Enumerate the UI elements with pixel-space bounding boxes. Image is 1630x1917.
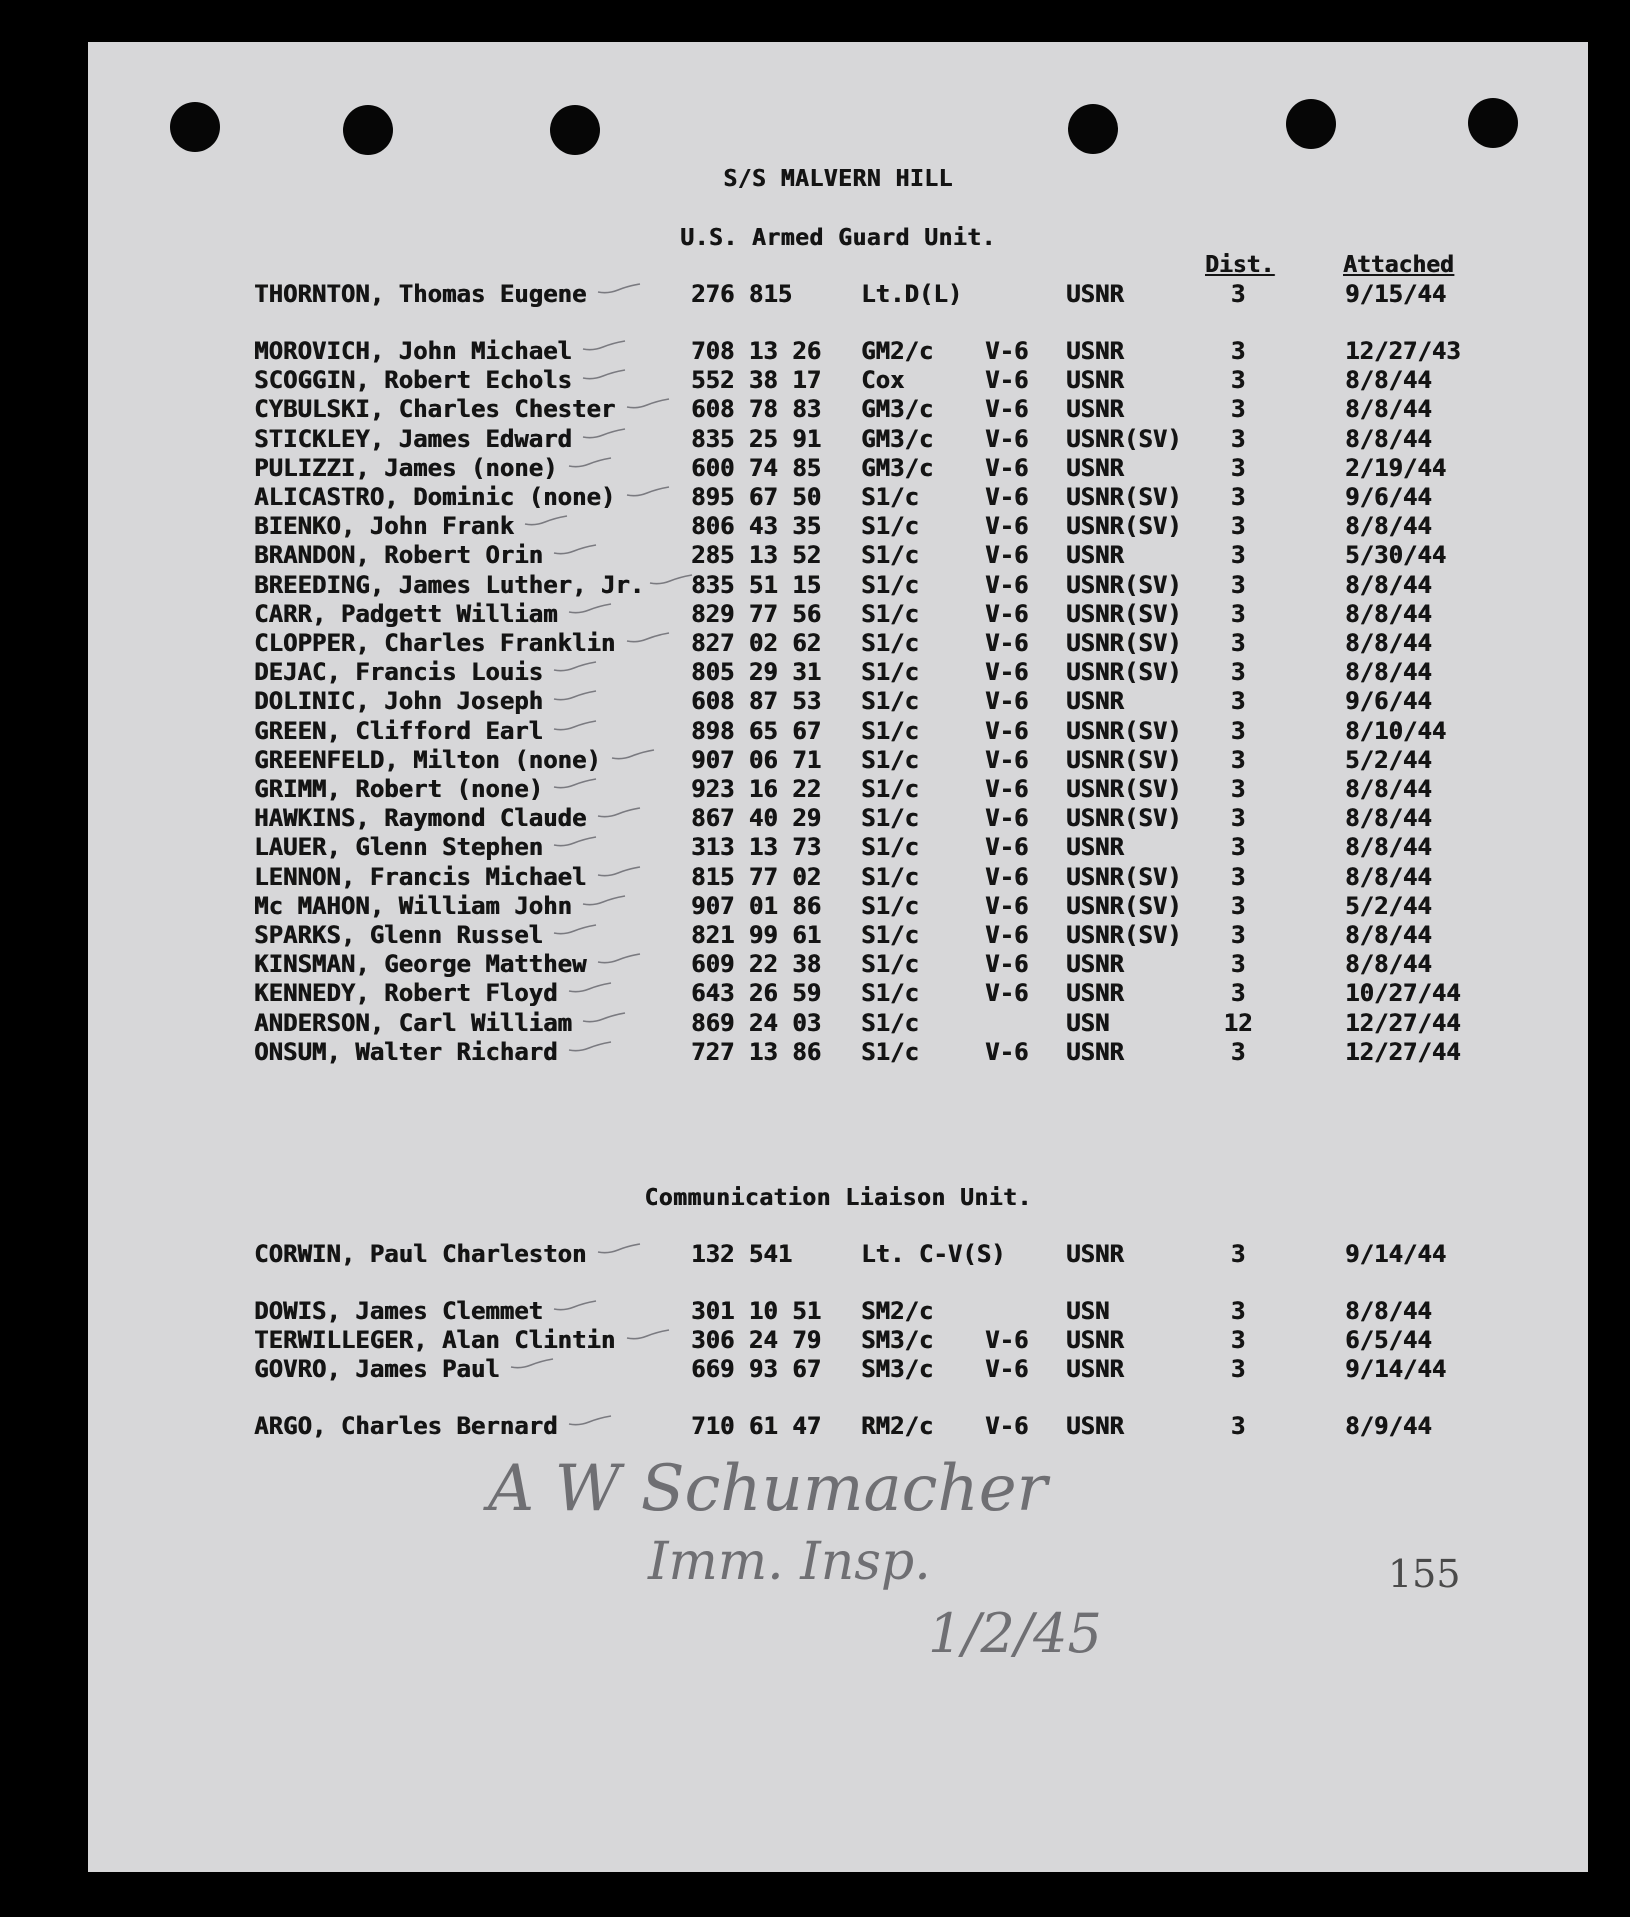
class: V-6 xyxy=(985,863,1029,891)
rate: GM3/c xyxy=(861,425,934,453)
attached-date: 6/5/44 xyxy=(1345,1326,1432,1354)
class: V-6 xyxy=(985,892,1029,920)
rate: S1/c xyxy=(861,746,919,774)
branch: USNR(SV) xyxy=(1066,717,1182,745)
service-number: 669 93 67 xyxy=(691,1355,822,1383)
dist: 3 xyxy=(1230,337,1246,365)
attached-date: 8/8/44 xyxy=(1345,366,1432,394)
pencil-check-mark xyxy=(581,427,627,441)
service-number: 608 87 53 xyxy=(691,687,822,715)
class: V-6 xyxy=(985,1355,1029,1383)
pencil-check-mark xyxy=(581,894,627,908)
punch-hole xyxy=(1468,98,1518,148)
person-name: THORNTON, Thomas Eugene xyxy=(254,280,587,308)
person-name: CORWIN, Paul Charleston xyxy=(254,1240,587,1268)
service-number: 285 13 52 xyxy=(691,541,822,569)
branch: USNR(SV) xyxy=(1066,600,1182,628)
pencil-check-mark xyxy=(567,456,613,470)
person-name: BRANDON, Robert Orin xyxy=(254,541,543,569)
rate: SM3/c xyxy=(861,1326,934,1354)
dist: 3 xyxy=(1230,425,1246,453)
class: V-6 xyxy=(985,687,1029,715)
pencil-check-mark xyxy=(552,835,598,849)
table-row xyxy=(88,658,1588,687)
service-number: 821 99 61 xyxy=(691,921,822,949)
rate: Lt.D(L) xyxy=(861,280,963,308)
class: V-6 xyxy=(985,1412,1029,1440)
table-row xyxy=(88,921,1588,950)
rate: S1/c xyxy=(861,571,919,599)
person-name: DOLINIC, John Joseph xyxy=(254,687,543,715)
table-row xyxy=(88,512,1588,541)
table-row xyxy=(88,950,1588,979)
table-row xyxy=(88,1038,1588,1067)
rate: S1/c xyxy=(861,629,919,657)
dist: 3 xyxy=(1230,746,1246,774)
dist: 3 xyxy=(1230,571,1246,599)
pencil-check-mark xyxy=(552,543,598,557)
service-number: 827 02 62 xyxy=(691,629,822,657)
dist: 3 xyxy=(1230,1240,1246,1268)
table-row xyxy=(88,1355,1588,1384)
pencil-check-mark xyxy=(567,1040,613,1054)
table-row xyxy=(88,600,1588,629)
pencil-check-mark xyxy=(596,806,642,820)
person-name: KENNEDY, Robert Floyd xyxy=(254,979,558,1007)
attached-date: 8/8/44 xyxy=(1345,1297,1432,1325)
rate: S1/c xyxy=(861,775,919,803)
attached-date: 8/8/44 xyxy=(1345,395,1432,423)
pencil-check-mark xyxy=(552,689,598,703)
attached-date: 10/27/44 xyxy=(1345,979,1461,1007)
person-name: LAUER, Glenn Stephen xyxy=(254,833,543,861)
service-number: 898 65 67 xyxy=(691,717,822,745)
attached-date: 5/2/44 xyxy=(1345,892,1432,920)
pencil-check-mark xyxy=(596,1242,642,1256)
attached-date: 5/2/44 xyxy=(1345,746,1432,774)
person-name: HAWKINS, Raymond Claude xyxy=(254,804,587,832)
attached-date: 8/8/44 xyxy=(1345,629,1432,657)
class: V-6 xyxy=(985,950,1029,978)
branch: USNR(SV) xyxy=(1066,746,1182,774)
person-name: LENNON, Francis Michael xyxy=(254,863,587,891)
branch: USN xyxy=(1066,1009,1110,1037)
service-number: 867 40 29 xyxy=(691,804,822,832)
dist: 3 xyxy=(1230,541,1246,569)
rate: GM3/c xyxy=(861,395,934,423)
attached-date: 5/30/44 xyxy=(1345,541,1447,569)
service-number: 552 38 17 xyxy=(691,366,822,394)
dist: 3 xyxy=(1230,687,1246,715)
punch-hole xyxy=(1068,104,1118,154)
class: V-6 xyxy=(985,717,1029,745)
rate: S1/c xyxy=(861,1038,919,1066)
service-number: 600 74 85 xyxy=(691,454,822,482)
branch: USNR xyxy=(1066,454,1124,482)
class: V-6 xyxy=(985,658,1029,686)
service-number: 835 25 91 xyxy=(691,425,822,453)
service-number: 829 77 56 xyxy=(691,600,822,628)
rate: S1/c xyxy=(861,483,919,511)
branch: USNR(SV) xyxy=(1066,863,1182,891)
branch: USN xyxy=(1066,1297,1110,1325)
attached-date: 8/8/44 xyxy=(1345,833,1432,861)
dist: 3 xyxy=(1230,1297,1246,1325)
service-number: 132 541 xyxy=(691,1240,793,1268)
dist: 3 xyxy=(1230,366,1246,394)
dist: 3 xyxy=(1230,1412,1246,1440)
dist: 3 xyxy=(1230,658,1246,686)
rate: S1/c xyxy=(861,950,919,978)
pencil-check-mark xyxy=(552,660,598,674)
dist: 3 xyxy=(1230,512,1246,540)
dist: 3 xyxy=(1230,280,1246,308)
person-name: ANDERSON, Carl William xyxy=(254,1009,572,1037)
page-number: 155 xyxy=(1388,1552,1461,1596)
service-number: 301 10 51 xyxy=(691,1297,822,1325)
person-name: SCOGGIN, Robert Echols xyxy=(254,366,572,394)
dist: 12 xyxy=(1223,1009,1253,1037)
attached-date: 8/8/44 xyxy=(1345,571,1432,599)
punch-hole xyxy=(170,102,220,152)
service-number: 907 06 71 xyxy=(691,746,822,774)
class: V-6 xyxy=(985,629,1029,657)
table-row xyxy=(88,775,1588,804)
dist: 3 xyxy=(1230,1038,1246,1066)
service-number: 869 24 03 xyxy=(691,1009,822,1037)
person-name: CARR, Padgett William xyxy=(254,600,558,628)
signature-name: A W Schumacher xyxy=(488,1452,1048,1526)
branch: USNR(SV) xyxy=(1066,425,1182,453)
table-row xyxy=(88,746,1588,775)
branch: USNR xyxy=(1066,541,1124,569)
signature-date: 1/2/45 xyxy=(928,1602,1102,1665)
signature-title: Imm. Insp. xyxy=(648,1532,931,1592)
table-row xyxy=(88,1326,1588,1355)
class: V-6 xyxy=(985,775,1029,803)
attached-date: 12/27/44 xyxy=(1345,1009,1461,1037)
service-number: 895 67 50 xyxy=(691,483,822,511)
service-number: 907 01 86 xyxy=(691,892,822,920)
person-name: GOVRO, James Paul xyxy=(254,1355,500,1383)
attached-date: 9/14/44 xyxy=(1345,1240,1447,1268)
table-row xyxy=(88,366,1588,395)
pencil-check-mark xyxy=(610,748,656,762)
branch: USNR xyxy=(1066,833,1124,861)
rate: S1/c xyxy=(861,687,919,715)
class: V-6 xyxy=(985,366,1029,394)
class: V-6 xyxy=(985,1326,1029,1354)
dist: 3 xyxy=(1230,804,1246,832)
pencil-check-mark xyxy=(523,514,569,528)
attached-date: 12/27/43 xyxy=(1345,337,1461,365)
attached-date: 8/8/44 xyxy=(1345,775,1432,803)
ship-title: S/S MALVERN HILL xyxy=(723,166,953,192)
table-row xyxy=(88,1297,1588,1326)
rate: S1/c xyxy=(861,600,919,628)
service-number: 276 815 xyxy=(691,280,793,308)
dist: 3 xyxy=(1230,454,1246,482)
person-name: STICKLEY, James Edward xyxy=(254,425,572,453)
service-number: 306 24 79 xyxy=(691,1326,822,1354)
branch: USNR xyxy=(1066,1038,1124,1066)
class: V-6 xyxy=(985,804,1029,832)
attached-date: 8/8/44 xyxy=(1345,863,1432,891)
class: V-6 xyxy=(985,541,1029,569)
pencil-check-mark xyxy=(596,952,642,966)
table-row xyxy=(88,863,1588,892)
class: V-6 xyxy=(985,600,1029,628)
branch: USNR xyxy=(1066,950,1124,978)
person-name: Mc MAHON, William John xyxy=(254,892,572,920)
dist: 3 xyxy=(1230,717,1246,745)
pencil-check-mark xyxy=(567,1414,613,1428)
person-name: SPARKS, Glenn Russel xyxy=(254,921,543,949)
dist: 3 xyxy=(1230,979,1246,1007)
pencil-check-mark xyxy=(596,865,642,879)
table-row xyxy=(88,629,1588,658)
dist: 3 xyxy=(1230,950,1246,978)
rate: S1/c xyxy=(861,541,919,569)
rate: S1/c xyxy=(861,717,919,745)
pencil-check-mark xyxy=(596,282,642,296)
service-number: 710 61 47 xyxy=(691,1412,822,1440)
service-number: 608 78 83 xyxy=(691,395,822,423)
pencil-check-mark xyxy=(581,1011,627,1025)
class: V-6 xyxy=(985,1038,1029,1066)
attached-date: 8/8/44 xyxy=(1345,600,1432,628)
rate: SM3/c xyxy=(861,1355,934,1383)
branch: USNR xyxy=(1066,1326,1124,1354)
dist: 3 xyxy=(1230,892,1246,920)
punch-hole xyxy=(1286,99,1336,149)
table-row xyxy=(88,337,1588,366)
person-name: GREENFELD, Milton (none) xyxy=(254,746,601,774)
person-name: BREEDING, James Luther, Jr. xyxy=(254,571,645,599)
service-number: 609 22 38 xyxy=(691,950,822,978)
attached-date: 8/10/44 xyxy=(1345,717,1447,745)
table-row xyxy=(88,892,1588,921)
punch-hole xyxy=(550,105,600,155)
attached-date: 8/8/44 xyxy=(1345,921,1432,949)
branch: USNR(SV) xyxy=(1066,512,1182,540)
branch: USNR(SV) xyxy=(1066,483,1182,511)
branch: USNR(SV) xyxy=(1066,629,1182,657)
service-number: 708 13 26 xyxy=(691,337,822,365)
person-name: ONSUM, Walter Richard xyxy=(254,1038,558,1066)
person-name: GREEN, Clifford Earl xyxy=(254,717,543,745)
class: V-6 xyxy=(985,395,1029,423)
class: V-6 xyxy=(985,833,1029,861)
branch: USNR(SV) xyxy=(1066,892,1182,920)
table-row xyxy=(88,979,1588,1008)
section-title-liaison: Communication Liaison Unit. xyxy=(644,1185,1032,1211)
section-title-armed-guard: U.S. Armed Guard Unit. xyxy=(680,225,996,251)
branch: USNR xyxy=(1066,1355,1124,1383)
person-name: ARGO, Charles Bernard xyxy=(254,1412,558,1440)
rate: SM2/c xyxy=(861,1297,934,1325)
pencil-check-mark xyxy=(552,777,598,791)
person-name: TERWILLEGER, Alan Clintin xyxy=(254,1326,616,1354)
dist: 3 xyxy=(1230,600,1246,628)
branch: USNR xyxy=(1066,395,1124,423)
class: V-6 xyxy=(985,746,1029,774)
person-name: BIENKO, John Frank xyxy=(254,512,515,540)
person-name: MOROVICH, John Michael xyxy=(254,337,572,365)
branch: USNR(SV) xyxy=(1066,571,1182,599)
attached-date: 9/14/44 xyxy=(1345,1355,1447,1383)
class: V-6 xyxy=(985,483,1029,511)
person-name: ALICASTRO, Dominic (none) xyxy=(254,483,616,511)
dist: 3 xyxy=(1230,775,1246,803)
attached-date: 9/6/44 xyxy=(1345,483,1432,511)
service-number: 313 13 73 xyxy=(691,833,822,861)
table-row xyxy=(88,1009,1588,1038)
pencil-check-mark xyxy=(567,981,613,995)
person-name: CYBULSKI, Charles Chester xyxy=(254,395,616,423)
table-row xyxy=(88,454,1588,483)
pencil-check-mark xyxy=(581,339,627,353)
rate: S1/c xyxy=(861,658,919,686)
dist: 3 xyxy=(1230,1326,1246,1354)
attached-date: 2/19/44 xyxy=(1345,454,1447,482)
rate: S1/c xyxy=(861,863,919,891)
rate: Cox xyxy=(861,366,905,394)
class: V-6 xyxy=(985,512,1029,540)
pencil-check-mark xyxy=(552,1299,598,1313)
pencil-check-mark xyxy=(625,485,671,499)
pencil-check-mark xyxy=(625,631,671,645)
punch-hole xyxy=(343,105,393,155)
branch: USNR xyxy=(1066,280,1124,308)
class: V-6 xyxy=(985,921,1029,949)
table-row xyxy=(88,1240,1588,1269)
rate: S1/c xyxy=(861,833,919,861)
document-page xyxy=(88,42,1588,1872)
table-row xyxy=(88,687,1588,716)
attached-date: 8/8/44 xyxy=(1345,950,1432,978)
branch: USNR(SV) xyxy=(1066,804,1182,832)
rate: GM3/c xyxy=(861,454,934,482)
rate: S1/c xyxy=(861,512,919,540)
table-row xyxy=(88,280,1588,309)
branch: USNR(SV) xyxy=(1066,775,1182,803)
rate: S1/c xyxy=(861,804,919,832)
branch: USNR xyxy=(1066,366,1124,394)
branch: USNR(SV) xyxy=(1066,658,1182,686)
header-dist: Dist. xyxy=(1205,252,1275,278)
attached-date: 8/8/44 xyxy=(1345,804,1432,832)
table-row xyxy=(88,395,1588,424)
dist: 3 xyxy=(1230,629,1246,657)
table-row xyxy=(88,541,1588,570)
service-number: 923 16 22 xyxy=(691,775,822,803)
attached-date: 9/6/44 xyxy=(1345,687,1432,715)
attached-date: 8/9/44 xyxy=(1345,1412,1432,1440)
rate: S1/c xyxy=(861,892,919,920)
attached-date: 12/27/44 xyxy=(1345,1038,1461,1066)
pencil-check-mark xyxy=(648,573,694,587)
rate: GM2/c xyxy=(861,337,934,365)
table-row xyxy=(88,425,1588,454)
pencil-check-mark xyxy=(625,397,671,411)
service-number: 815 77 02 xyxy=(691,863,822,891)
table-row xyxy=(88,833,1588,862)
dist: 3 xyxy=(1230,483,1246,511)
rate: S1/c xyxy=(861,1009,919,1037)
person-name: PULIZZI, James (none) xyxy=(254,454,558,482)
rate: Lt. C-V(S) xyxy=(861,1240,1006,1268)
class: V-6 xyxy=(985,454,1029,482)
person-name: CLOPPER, Charles Franklin xyxy=(254,629,616,657)
pencil-check-mark xyxy=(552,719,598,733)
branch: USNR xyxy=(1066,1240,1124,1268)
dist: 3 xyxy=(1230,921,1246,949)
branch: USNR xyxy=(1066,337,1124,365)
table-row xyxy=(88,483,1588,512)
rate: S1/c xyxy=(861,921,919,949)
branch: USNR xyxy=(1066,1412,1124,1440)
service-number: 835 51 15 xyxy=(691,571,822,599)
attached-date: 8/8/44 xyxy=(1345,425,1432,453)
person-name: DEJAC, Francis Louis xyxy=(254,658,543,686)
service-number: 643 26 59 xyxy=(691,979,822,1007)
rate: RM2/c xyxy=(861,1412,934,1440)
class: V-6 xyxy=(985,571,1029,599)
branch: USNR xyxy=(1066,687,1124,715)
dist: 3 xyxy=(1230,395,1246,423)
attached-date: 8/8/44 xyxy=(1345,512,1432,540)
person-name: GRIMM, Robert (none) xyxy=(254,775,543,803)
class: V-6 xyxy=(985,425,1029,453)
pencil-check-mark xyxy=(581,368,627,382)
pencil-check-mark xyxy=(625,1328,671,1342)
dist: 3 xyxy=(1230,833,1246,861)
table-row xyxy=(88,1412,1588,1441)
service-number: 727 13 86 xyxy=(691,1038,822,1066)
attached-date: 9/15/44 xyxy=(1345,280,1447,308)
service-number: 805 29 31 xyxy=(691,658,822,686)
branch: USNR(SV) xyxy=(1066,921,1182,949)
header-attached: Attached xyxy=(1343,252,1454,278)
table-row xyxy=(88,571,1588,600)
person-name: DOWIS, James Clemmet xyxy=(254,1297,543,1325)
pencil-check-mark xyxy=(552,923,598,937)
table-row xyxy=(88,804,1588,833)
person-name: KINSMAN, George Matthew xyxy=(254,950,587,978)
rate: S1/c xyxy=(861,979,919,1007)
attached-date: 8/8/44 xyxy=(1345,658,1432,686)
class: V-6 xyxy=(985,979,1029,1007)
branch: USNR xyxy=(1066,979,1124,1007)
class: V-6 xyxy=(985,337,1029,365)
service-number: 806 43 35 xyxy=(691,512,822,540)
dist: 3 xyxy=(1230,1355,1246,1383)
table-row xyxy=(88,717,1588,746)
dist: 3 xyxy=(1230,863,1246,891)
pencil-check-mark xyxy=(509,1357,555,1371)
pencil-check-mark xyxy=(567,602,613,616)
